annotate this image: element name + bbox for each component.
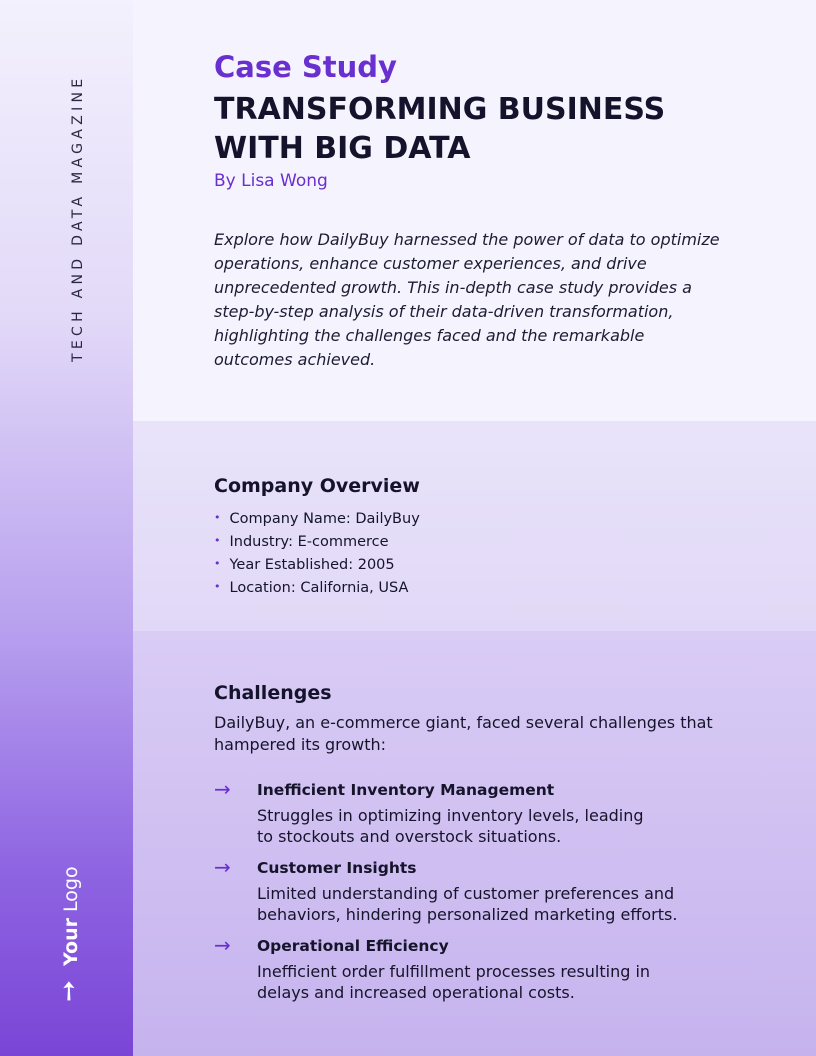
challenges-intro: DailyBuy, an e-commerce giant, faced several challenges that hampered its growth:	[214, 713, 713, 754]
list-item: • Industry: E-commerce	[214, 530, 420, 553]
challenge-desc: Limited understanding of customer preferences and behaviors, hindering personalized marketing efforts.	[257, 884, 678, 924]
overview-heading: Company Overview	[214, 475, 420, 497]
challenges-heading: Challenges	[214, 682, 332, 704]
challenge-title: Customer Insights	[257, 859, 417, 877]
arrow-right-icon: →	[214, 855, 231, 879]
challenge-title: Operational Efficiency	[257, 937, 449, 955]
byline: By Lisa Wong	[214, 171, 328, 191]
list-item: • Company Name: DailyBuy	[214, 507, 420, 530]
challenge-desc: Struggles in optimizing inventory levels, leading to stockouts and overstock situations.	[257, 806, 644, 846]
overview-list	[214, 507, 420, 599]
arrow-right-icon: →	[214, 777, 231, 801]
list-item: • Location: California, USA	[214, 576, 420, 599]
challenge-desc: Inefficient order fulfillment processes resulting in delays and increased operational costs.	[257, 962, 651, 1002]
logo	[50, 866, 88, 1010]
magazine-name: TECH AND DATA MAGAZINE	[70, 74, 86, 362]
page-title: TRANSFORMING BUSINESS WITH BIG DATA	[214, 92, 666, 166]
main-content	[133, 0, 816, 1056]
challenge-title: Inefficient Inventory Management	[257, 781, 555, 799]
arrow-right-icon: →	[214, 933, 231, 957]
kicker: Case Study	[214, 50, 397, 84]
logo-text-bold: Your	[60, 918, 82, 966]
list-item: • Year Established: 2005	[214, 553, 420, 576]
logo-mark-icon: ➚	[50, 972, 88, 1010]
header-section	[133, 0, 816, 421]
intro-paragraph: Explore how DailyBuy harnessed the power of data to optimize operations, enhance customer experiences, and drive unprecedented growth. This in-depth case study provides a step-by-step analysis of their data-driven transformation, highlighting the challenges faced and the remarkable outcomes achieved.	[214, 230, 720, 369]
sidebar	[0, 0, 133, 1056]
logo-text-light: Logo	[60, 866, 82, 912]
